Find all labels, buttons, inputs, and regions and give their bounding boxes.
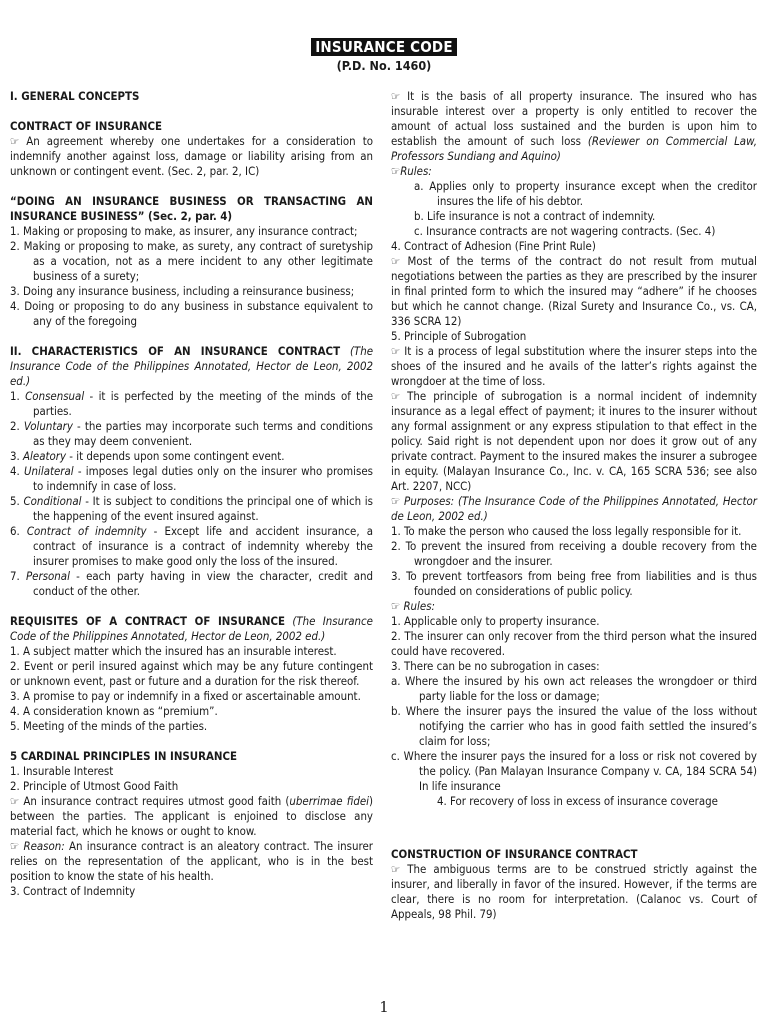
document-title: INSURANCE CODE [311, 38, 457, 56]
requisites-heading: REQUISITES OF A CONTRACT OF INSURANCE [10, 614, 285, 628]
list-item: 3. There can be no subrogation in cases: [391, 659, 600, 673]
list-item [10, 524, 373, 569]
list-item: b. Life insurance is not a contract of indemnity. [414, 209, 656, 223]
list-item: 2. Event or peril insured against which may be any future contingent or unknown event, past or future and a duration for the risk thereof. [10, 659, 373, 688]
construction-heading: CONSTRUCTION OF INSURANCE CONTRACT [391, 847, 638, 861]
list-item [10, 569, 373, 599]
list-item: 2. Making or proposing to make, as surety, any contract of suretyship as a vocation, not as a mere incident to any other legitimate business of a surety; [10, 239, 373, 283]
list-item [10, 449, 373, 464]
item-term: Personal [26, 569, 70, 583]
item-text: - it depends upon some contingent event. [66, 449, 285, 463]
list-item: 4. For recovery of loss in excess of insurance coverage [437, 794, 718, 808]
subrogation-heading: 5. Principle of Subrogation [391, 329, 527, 343]
source-citation: (Reviewer on Commercial Law, Professors Sundiang and Aquino) [391, 134, 757, 163]
reason-label: ☞ Reason: [10, 839, 65, 853]
list-item: 2. The insurer can only recover from the third person what the insured could have recovered. [391, 629, 757, 658]
list-item [10, 419, 373, 449]
item-number: 4. [10, 464, 24, 478]
list-item: 1. Making or proposing to make, as insurer, any insurance contract; [10, 224, 358, 238]
adhesion-heading: 4. Contract of Adhesion (Fine Print Rule) [391, 239, 596, 253]
list-item: c. Where the insurer pays the insured for a loss or risk not covered by the policy. (Pan Malayan Insurance Company v. CA, 184 SCRA 54) In life insurance [391, 749, 757, 793]
item-text: - it is perfected by the meeting of the minds of the parties. [33, 389, 374, 418]
list-item: c. Insurance contracts are not wagering contracts. (Sec. 4) [414, 224, 716, 238]
list-item: 1. Applicable only to property insurance. [391, 614, 600, 628]
item-term: Conditional [23, 494, 82, 508]
adhesion-text: ☞ Most of the terms of the contract do not result from mutual negotiations between the parties as they are prescribed by the insurer in final printed form to which the insured may “adhere” if he chooses but which he cannot change. (Rizal Surety and Insurance Co., vs. CA, 336 SCRA 12) [391, 254, 757, 328]
rules-label: ☞Rules: [391, 164, 432, 178]
list-item: a. Applies only to property insurance except when the creditor insures the life of his debtor. [414, 179, 757, 208]
page-number: 1 [379, 998, 389, 1016]
left-column [10, 89, 373, 899]
item-text: - each party having in view the character, credit and conduct of the other. [33, 569, 373, 598]
item-term: Contract of indemnity [26, 524, 147, 538]
contract-heading: CONTRACT OF INSURANCE [10, 119, 162, 133]
document-subtitle: (P.D. No. 1460) [336, 58, 432, 73]
item-number: 5. [10, 494, 24, 508]
list-item: 3. A promise to pay or indemnify in a fixed or ascertainable amount. [10, 689, 361, 703]
text-fragment: An insurance contract is an aleatory contract. The insurer relies on the representation of the applicant, who is in the best position to know the state of his health. [10, 839, 373, 883]
list-item: 3. Contract of Indemnity [10, 884, 136, 898]
item-term: Voluntary [23, 419, 73, 433]
list-item [10, 389, 373, 419]
item-number: 7. [10, 569, 26, 583]
list-item: 3. Doing any insurance business, including a reinsurance business; [10, 284, 355, 298]
text-fragment: ☞ It is the basis of all property insurance. The insured who has insurable interest over a property is only entitled to recover the amount of actual loss sustained and the burden is upon him to establish the amount of such loss [391, 89, 757, 148]
list-item [10, 494, 373, 524]
requisites-source: (The Insurance Code of the Philippines Annotated, Hector de Leon, 2002 ed.) [10, 614, 373, 643]
item-text: - It is subject to conditions the principal one of which is the happening of the event insured against. [33, 494, 373, 523]
general-concepts-heading: I. GENERAL CONCEPTS [10, 89, 140, 103]
list-item: 4. Doing or proposing to do any business in substance equivalent to any of the foregoing [10, 299, 373, 328]
text-fragment: ☞ An insurance contract requires utmost good faith ( [10, 794, 290, 808]
document-header [0, 38, 768, 73]
item-number: 3. [10, 449, 24, 463]
item-number: 6. [10, 524, 27, 538]
item-number: 2. [10, 419, 24, 433]
subrogation-text: ☞ It is a process of legal substitution where the insurer steps into the shoes of the insured and he avails of the latter’s rights against the wrongdoer at the time of loss. [391, 344, 757, 388]
item-term: Consensual [25, 389, 85, 403]
good-faith-text [10, 794, 373, 839]
purposes-label: ☞ Purposes: (The Insurance Code of the Philippines Annotated, Hector de Leon, 2002 ed.) [391, 494, 757, 523]
item-text: - Except life and accident insurance, a contract of insurance is a contract of indemnity whereby the insurer promises to make good only the loss of the insured. [33, 524, 373, 568]
list-item: 2. To prevent the insured from receiving a double recovery from the wrongdoer and the insurer. [391, 539, 757, 568]
rules-label: ☞ Rules: [391, 599, 436, 613]
reason-text [10, 839, 373, 884]
doing-business-heading: “DOING AN INSURANCE BUSINESS OR TRANSACTING AN INSURANCE BUSINESS” (Sec. 2, par. 4) [10, 194, 373, 223]
item-number: 1. [10, 389, 26, 403]
cardinal-principles-heading: 5 CARDINAL PRINCIPLES IN INSURANCE [10, 749, 238, 763]
item-text: - the parties may incorporate such terms and conditions as they may deem convenient. [33, 419, 373, 448]
subrogation-text: ☞ The principle of subrogation is a normal incident of indemnity insurance as a legal effect of payment; it inures to the insurer without any formal assignment or any express stipulation to that effect in the policy. Said right is not dependent upon nor does it grow out of any private contract. Payment to the insured makes the insurer a subrogee in equity. (Malayan Insurance Co., Inc. v. CA, 165 SCRA 536; see also Art. 2207, NCC) [391, 389, 757, 493]
item-text: - imposes legal duties only on the insurer who promises to indemnify in case of loss. [33, 464, 374, 493]
list-item: 4. A consideration known as “premium”. [10, 704, 218, 718]
list-item: 1. To make the person who caused the loss legally responsible for it. [391, 524, 742, 538]
text-fragment: ) between the parties. The applicant is enjoined to disclose any material fact, which he knows or ought to know. [10, 794, 373, 838]
list-item: 5. Meeting of the minds of the parties. [10, 719, 208, 733]
latin-term: uberrimae fidei [289, 794, 369, 808]
list-item: 2. Principle of Utmost Good Faith [10, 779, 179, 793]
indemnity-text [391, 89, 757, 164]
item-term: Unilateral [24, 464, 74, 478]
characteristics-source: (The Insurance Code of the Philippines Annotated, Hector de Leon, 2002 ed.) [10, 344, 373, 388]
contract-definition: ☞ An agreement whereby one undertakes for a consideration to indemnify another against loss, damage or liability arising from an unknown or contingent event. (Sec. 2, par. 2, IC) [10, 134, 373, 178]
list-item: 1. A subject matter which the insured has an insurable interest. [10, 644, 337, 658]
list-item [10, 464, 373, 494]
list-item: 3. To prevent tortfeasors from being free from liabilities and is thus founded on considerations of public policy. [391, 569, 757, 598]
right-column [391, 89, 757, 922]
list-item: a. Where the insured by his own act releases the wrongdoer or third party liable for the loss or damage; [391, 674, 757, 703]
item-term: Aleatory [23, 449, 67, 463]
characteristics-heading: II. CHARACTERISTICS OF AN INSURANCE CONTRACT [10, 344, 341, 358]
list-item: 1. Insurable Interest [10, 764, 114, 778]
characteristics-section [10, 344, 373, 389]
construction-text: ☞ The ambiguous terms are to be construed strictly against the insurer, and liberally in favor of the insured. However, if the terms are clear, there is no room for interpretation. (Calanoc vs. Court of Appeals, 98 Phil. 79) [391, 862, 757, 921]
requisites-section [10, 614, 373, 644]
list-item: b. Where the insurer pays the insured the value of the loss without notifying the carrier who has in good faith settled the insured’s claim for loss; [391, 704, 757, 748]
